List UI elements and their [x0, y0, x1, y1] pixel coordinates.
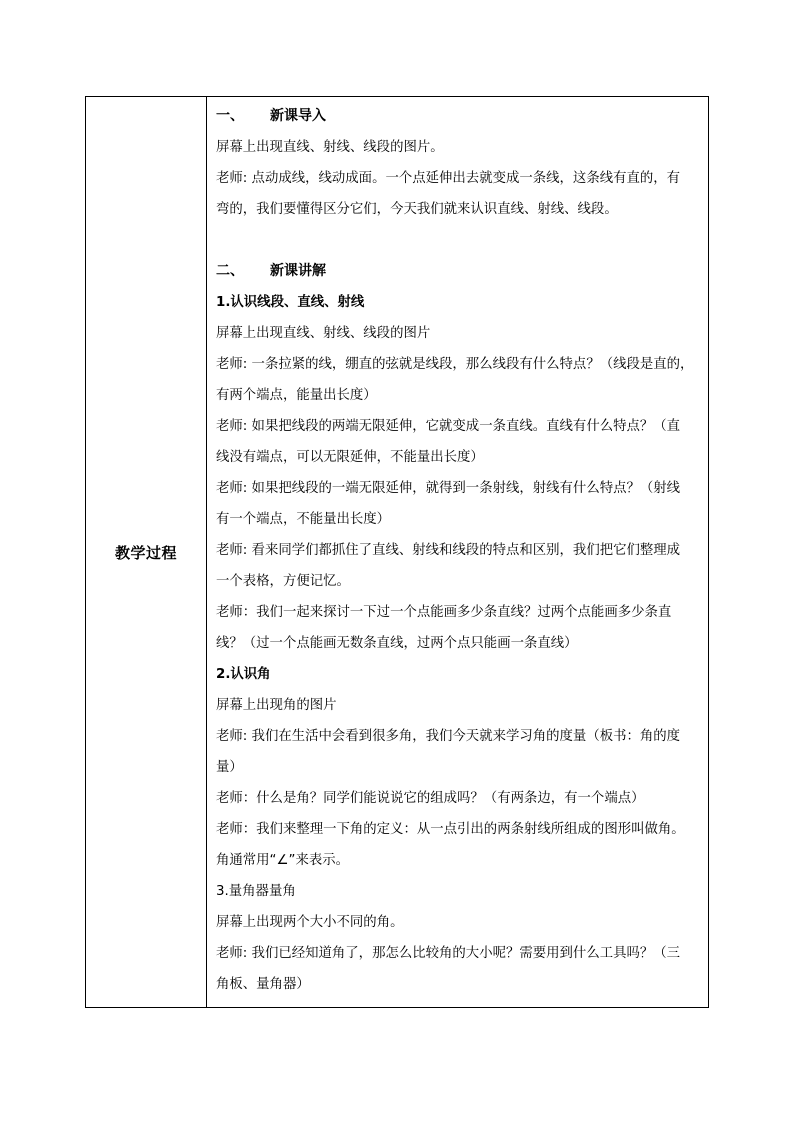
subsection-heading: 1.认识线段、直线、射线	[216, 295, 365, 310]
paragraph-line: 老师: 我们在生活中会看到很多角，我们今天就来学习角的度量（板书：角的度	[216, 729, 681, 744]
section-title: 新课讲解	[270, 263, 326, 279]
paragraph-line: 老师：什么是角？同学们能说说它的组成吗？（有两条边，有一个端点）	[216, 791, 645, 806]
paragraph-line: 老师：我们一起来探讨一下过一个点能画多少条直线？过两个点能画多少条直	[216, 605, 672, 620]
paragraph-line: 屏幕上出现两个大小不同的角。	[216, 915, 404, 930]
paragraph-line: 屏幕上出现直线、射线、线段的图片。	[216, 140, 444, 155]
paragraph-line: 老师: 如果把线段的两端无限延伸，它就变成一条直线。直线有什么特点？（直	[216, 419, 681, 434]
section-heading-intro	[216, 101, 701, 132]
paragraph-line: 屏幕上出现直线、射线、线段的图片	[216, 326, 431, 341]
blank-line	[216, 225, 701, 256]
content-cell	[207, 97, 708, 1007]
paragraph-line: 一个表格，方便记忆。	[216, 574, 350, 589]
paragraph-line: 屏幕上出现角的图片	[216, 698, 337, 713]
section-number: 一、	[216, 108, 244, 124]
paragraph-line: 角通常用“∠”来表示。	[216, 853, 350, 868]
section-heading-lecture	[216, 256, 701, 287]
lesson-plan-table	[85, 96, 709, 1008]
section-title: 新课导入	[270, 108, 326, 124]
paragraph-line: 老师：我们来整理一下角的定义：从一点引出的两条射线所组成的图形叫做角。	[216, 822, 685, 837]
paragraph-line: 老师: 我们已经知道角了，那怎么比较角的大小呢？需要用到什么工具吗？（三	[216, 946, 681, 961]
paragraph-line: 有一个端点，不能量出长度）	[216, 512, 391, 527]
paragraph-line: 角板、量角器）	[216, 977, 310, 992]
paragraph-line: 线没有端点，可以无限延伸，不能量出长度）	[216, 450, 484, 465]
section-label: 教学过程	[114, 543, 177, 562]
paragraph-line: 线？（过一个点能画无数条直线，过两个点只能画一条直线）	[216, 636, 578, 651]
paragraph-line: 老师: 点动成线，线动成面。一个点延伸出去就变成一条线，这条线有直的，有	[216, 171, 681, 186]
subsection-heading: 2.认识角	[216, 667, 271, 682]
paragraph-line: 有两个端点，能量出长度）	[216, 388, 377, 403]
section-label-cell	[86, 97, 207, 1007]
paragraph-line: 量）	[216, 760, 243, 775]
paragraph-line: 老师: 看来同学们都抓住了直线、射线和线段的特点和区别，我们把它们整理成	[216, 543, 681, 558]
paragraph-line: 老师: 如果把线段的一端无限延伸，就得到一条射线，射线有什么特点？（射线	[216, 481, 681, 496]
section-number: 二、	[216, 263, 244, 279]
subsection-heading: 3.量角器量角	[216, 884, 296, 899]
paragraph-line: 老师: 一条拉紧的线，绷直的弦就是线段，那么线段有什么特点？（线段是直的，	[216, 357, 694, 372]
paragraph-line: 弯的，我们要懂得区分它们，今天我们就来认识直线、射线、线段。	[216, 202, 618, 217]
